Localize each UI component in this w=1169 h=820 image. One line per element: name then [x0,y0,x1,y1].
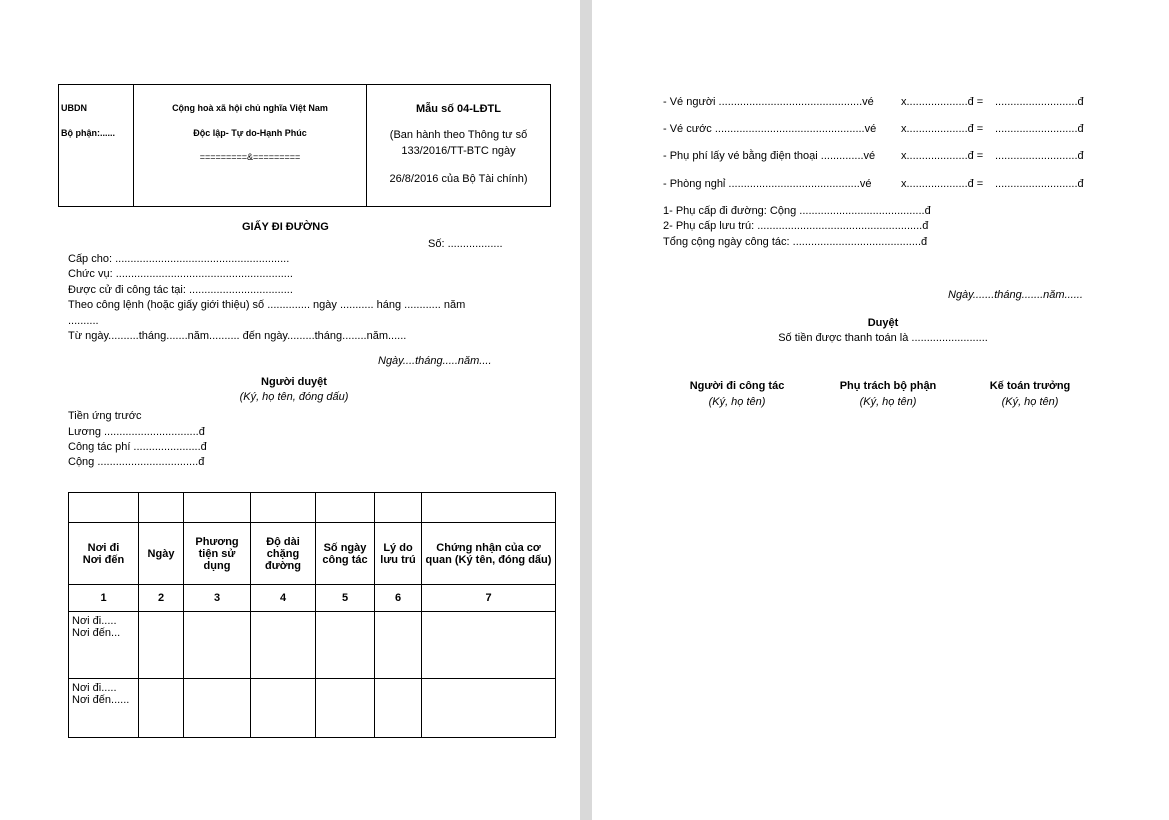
advance-fee: Công tác phí ......................đ [68,441,207,453]
route-table [68,492,556,738]
table-cell [139,679,184,738]
col-number: 2 [139,585,184,612]
approval-title: Duyệt [867,317,899,329]
advance-salary: Lương ...............................đ [68,426,205,438]
field-period: Từ ngày..........tháng.......năm.......... đến ngày.........tháng........năm...... [68,330,407,342]
field-issued-to: Cấp cho: ......................................................... [68,253,290,265]
header-transport: Phương tiện sử dụng [184,523,251,585]
expense-label: - Phụ phí lấy vé bằng điện thoại ..............vé [663,150,876,162]
table-cell [139,612,184,679]
signature-title: Kế toán trưởng [989,380,1071,392]
header-form-column [367,85,550,206]
header-certification: Chứng nhận của cơ quan (Ký tên, đóng dấu) [422,523,556,585]
table-cell [375,679,422,738]
table-cell [316,679,375,738]
expense-qty: x....................đ = [901,150,984,162]
table-cell [422,493,556,523]
table-cell [69,493,139,523]
table-cell [139,493,184,523]
table-cell [251,493,316,523]
header-distance: Độ dài chặng đường [251,523,316,585]
header-days: Số ngày công tác [316,523,375,585]
expense-amount: ...........................đ [995,123,1084,135]
allowance-travel: 1- Phụ cấp đi đường: Cộng .........................................đ [663,205,931,217]
col-number: 5 [316,585,375,612]
route-cell [69,612,139,679]
allowance-total: Tổng cộng ngày công tác: ..........................................đ [663,236,928,248]
signature-title: Phụ trách bộ phận [839,380,937,392]
department: Bộ phận:...... [61,128,115,138]
expense-amount: ...........................đ [995,178,1084,190]
field-position: Chức vụ: .......................................................... [68,268,293,280]
approval-amount: Số tiền được thanh toán là ......................... [778,332,988,344]
col-number: 3 [184,585,251,612]
org-name: UBDN [61,103,87,113]
signature-title: Người đi công tác [689,380,785,392]
motto: Độc lập- Tự do-Hạnh Phúc [193,128,307,138]
field-sent-to: Được cử đi công tác tại: .................................. [68,284,293,296]
table-cell [316,493,375,523]
expense-qty: x....................đ = [901,96,984,108]
nation-name: Cộng hoà xã hội chủ nghĩa Việt Nam [172,103,328,113]
table-cell [422,679,556,738]
header-org-column [59,85,134,206]
table-cell [375,612,422,679]
document-title: GIẤY ĐI ĐƯỜNG [242,221,329,233]
field-order: Theo công lệnh (hoặc giấy giới thiệu) số .............. ngày ........... háng ............ năm [68,299,466,311]
approver-title: Người duyệt [261,376,327,388]
expense-qty: x....................đ = [901,123,984,135]
field-order-cont: .......... [68,315,99,327]
col-number: 4 [251,585,316,612]
signature-note: (Ký, họ tên) [1001,396,1059,408]
table-spacer-row [69,493,556,523]
table-cell [422,612,556,679]
route-from: Nơi đi..... [72,615,117,627]
table-cell [184,612,251,679]
route-cell [69,679,139,738]
table-row [69,679,556,738]
issued-by-line-2: 133/2016/TT-BTC ngày [401,145,516,157]
allowance-stay: 2- Phụ cấp lưu trú: ......................................................đ [663,220,929,232]
expense-label: - Vé cước .................................................vé [663,123,877,135]
expense-amount: ...........................đ [995,96,1084,108]
signature-note: (Ký, họ tên) [708,396,766,408]
route-to: Nơi đến...... [72,694,130,706]
page-right [592,0,1169,820]
form-code: Mẫu số 04-LĐTL [416,103,501,115]
signature-note: (Ký, họ tên) [859,396,917,408]
route-from: Nơi đi..... [72,682,117,694]
separator: =========&========= [199,152,301,162]
expense-label: - Vé người ...............................................vé [663,96,874,108]
expense-label: - Phòng nghỉ ...........................................vé [663,178,872,190]
advance-total: Cộng .................................đ [68,456,205,468]
advance-heading: Tiền ứng trước [68,410,142,422]
issued-by-line-3: 26/8/2016 của Bộ Tài chính) [389,173,528,185]
col-number: 1 [69,585,139,612]
right-date-line: Ngày.......tháng.......năm...... [948,289,1083,301]
table-cell [251,612,316,679]
table-cell [375,493,422,523]
col-number: 7 [422,585,556,612]
header-from-to: Nơi đi Nơi đến [69,523,139,585]
table-number-row [69,585,556,612]
table-row [69,612,556,679]
page-gutter [580,0,592,820]
approver-note: (Ký, họ tên, đóng dấu) [239,391,349,403]
header-stay-reason: Lý do lưu trú [375,523,422,585]
page-left [0,0,580,820]
issued-by-line-1: (Ban hành theo Thông tư số [389,129,528,141]
table-header-row [69,523,556,585]
header-nation-column [134,85,367,206]
expense-amount: ...........................đ [995,150,1084,162]
document-number: Số: .................. [428,238,503,250]
table-cell [316,612,375,679]
expense-qty: x....................đ = [901,178,984,190]
header-date: Ngày [139,523,184,585]
form-header [58,84,551,207]
table-cell [251,679,316,738]
table-cell [184,493,251,523]
col-number: 6 [375,585,422,612]
table-cell [184,679,251,738]
route-to: Nơi đến... [72,627,121,639]
date-line: Ngày....tháng.....năm.... [378,355,492,367]
